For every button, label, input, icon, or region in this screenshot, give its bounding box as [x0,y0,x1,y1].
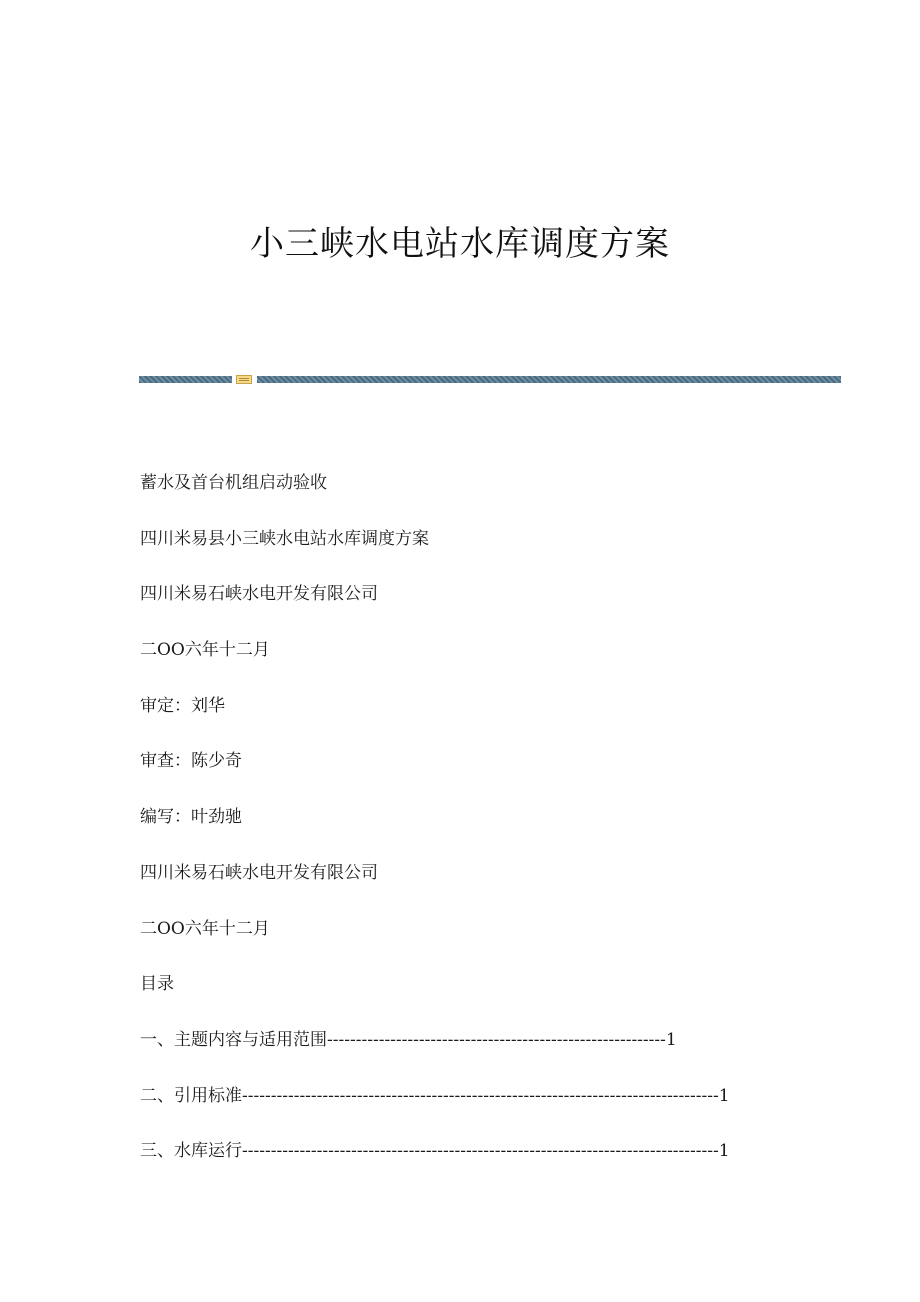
toc-entry-leader: ----------------------------------------------------------------------------------- [242,1085,719,1106]
text-line-date: 二OO六年十二月 [140,640,270,661]
toc-entry[interactable] [140,1027,677,1083]
header-divider [139,375,841,384]
toc-heading: 目录 [140,974,174,995]
toc-entry-page: 1 [665,1029,677,1050]
text-line-acceptance: 蓄水及首台机组启动验收 [140,473,327,493]
document-title: 小三峡水电站水库调度方案 [250,224,670,264]
toc-entry-label: 一、主题内容与适用范围 [140,1029,327,1050]
divider-bar-right [257,376,841,383]
toc-entry[interactable] [140,1083,730,1139]
toc-entry-label: 二、引用标准 [140,1085,242,1106]
toc-entry-leader: ----------------------------------------------------------- [327,1029,666,1050]
toc-entry-label: 三、水库运行 [140,1141,242,1162]
toc-entry-page: 1 [718,1085,730,1106]
envelope-icon [236,375,252,384]
toc-entry-page: 1 [718,1141,730,1162]
text-line-date-2: 二OO六年十二月 [140,918,270,939]
document-body [140,470,840,1194]
text-line-company-2: 四川米易石峡水电开发有限公司 [140,862,378,883]
toc-entry-leader: ----------------------------------------------------------------------------------- [242,1141,719,1162]
text-line-plan-name: 四川米易县小三峡水电站水库调度方案 [140,528,429,549]
text-line-written-by: 编写：叶劲驰 [140,807,242,828]
text-line-approved-by: 审定：刘华 [140,695,225,716]
toc-entry[interactable] [140,1138,730,1194]
text-line-reviewed-by: 审查：陈少奇 [140,751,242,772]
divider-bar-left [139,376,232,383]
text-line-company: 四川米易石峡水电开发有限公司 [140,584,378,605]
